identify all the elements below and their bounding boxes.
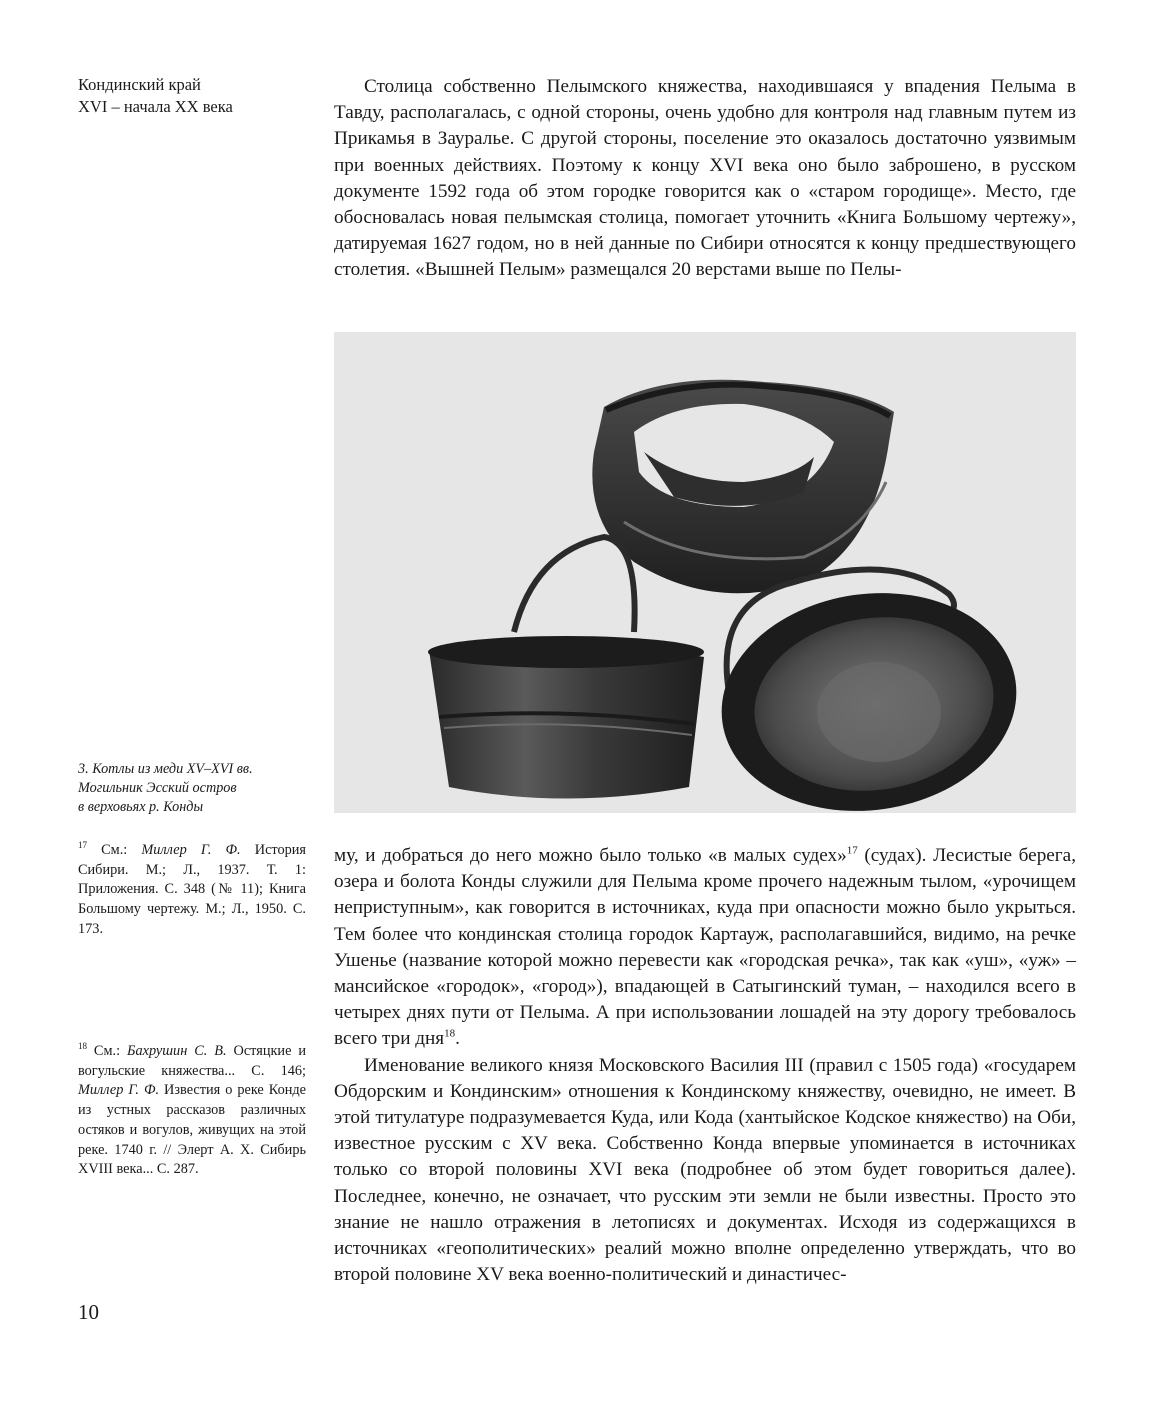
left-cauldron-handle: [514, 537, 635, 632]
footnote-author: Миллер Г. Ф.: [78, 1082, 160, 1099]
paragraph-text: (судах). Лесистые берега, озера и болота Конды служили для Пелыма кроме прочего надежным тылом, «урочищем неприступным», как говорится в источниках, куда при опасности можно было укрыться. Тем более что кондинская столица городок Картауж, располагавшийся, видимо, на речке Ушенье (название которой можно перевести как «городская речка», так как «уш», «уж» – мансийское «городок», «город»), впадающей в Сатыгинский туман, – находился всего в четырех днях пути от Пелыма. А при использовании лошадей на эту дорогу требовалось всего три дня: [334, 845, 1076, 1050]
paragraph-text: му, и добраться до него можно было только «в малых судех»: [334, 845, 847, 866]
running-head-line-1: Кондинский край: [78, 75, 201, 94]
footnote-text: Известия о реке Конде из устных рассказов различных остяков и вогулов, живущих на этой реке. 1740 г. // Элерт А. Х. Сибирь XVIII века... С. 287.: [78, 1082, 306, 1178]
footnote-number: 17: [78, 840, 87, 851]
footnote-18: [78, 1042, 306, 1180]
running-head-line-2: XVI – начала XX века: [78, 97, 233, 116]
running-head: [78, 74, 298, 118]
caption-line-3: в верховьях р. Конды: [78, 799, 204, 815]
footnote-text: Остяцкие и вогульские княжества... С. 146;: [78, 1043, 307, 1079]
footnote-text: История Сибири. М.; Л., 1937. Т. 1: Приложения. С. 348 (№ 11); Книга Большому чертежу. М.; Л., 1950. С. 173.: [78, 842, 306, 937]
photo-copper-cauldrons: [334, 332, 1076, 813]
footnote-author: Бахрушин С. В.: [127, 1043, 227, 1059]
main-text-top: [334, 74, 1076, 284]
paragraph-text: .: [455, 1028, 460, 1050]
small-left-cauldron: [428, 636, 704, 799]
tilted-right-cauldron: [707, 574, 1030, 813]
footnote-text: См.:: [87, 1043, 128, 1059]
footnote-ref-18[interactable]: 18: [444, 1028, 456, 1041]
figure-caption: [78, 760, 308, 817]
page-number: 10: [78, 1300, 99, 1324]
footnote-17: [78, 841, 306, 940]
footnote-author: Миллер Г. Ф.: [141, 842, 241, 858]
paragraph: Столица собственно Пелымского княжества, находившаяся у впадения Пелыма в Тавду, располагалась, с одной стороны, очень удобно для контроля над главным путем из Прикамья в Зауралье. С другой стороны, поселение это оказалось достаточно уязвимым при военных действиях. Поэтому к концу XVI века оно было заброшено, в русском документе 1592 года об этом городке говорится как о «старом городище». Место, где обосновалась новая пелымская столица, помогает уточнить «Книга Большому чертежу», датируемая 1627 годом, но в ней данные по Сибири относятся к концу предшествующего столетия. «Вышней Пелым» размещался 20 верстами выше по Пелы-: [334, 76, 1076, 281]
caption-line-1: 3. Котлы из меди XV–XVI вв.: [78, 761, 253, 777]
paragraph: Именование великого князя Московского Василия III (правил с 1505 года) «государем Обдорским и Кондинским» отношения к Кондинскому княжеству, очевидно, не имеет. В этой титулатуре подразумевается Куда, или Кода (хантыйское Кодское княжество) на Оби, известное русским с XV века. Собственно Конда впервые упоминается в источниках только со второй половины XVI века (подробнее об этом будет говориться далее). Последнее, конечно, не означает, что русским эти земли не были известны. Просто это знание не нашло отражения в летописях и документах. Исходя из содержащихся в источниках «геополитических» реалий можно вполне определенно утверждать, что во второй половине XV века военно-политический и династичес-: [334, 1054, 1076, 1286]
footnote-text: См.:: [87, 842, 142, 858]
large-cauldron: [592, 380, 894, 593]
main-text-bottom: [334, 843, 1076, 1288]
cauldrons-illustration: [334, 332, 1076, 813]
caption-line-2: Могильник Эсский остров: [78, 780, 237, 796]
footnote-number: 18: [78, 1041, 87, 1052]
paragraph: [334, 843, 1076, 1053]
footnote-ref-17[interactable]: 17: [846, 844, 858, 857]
